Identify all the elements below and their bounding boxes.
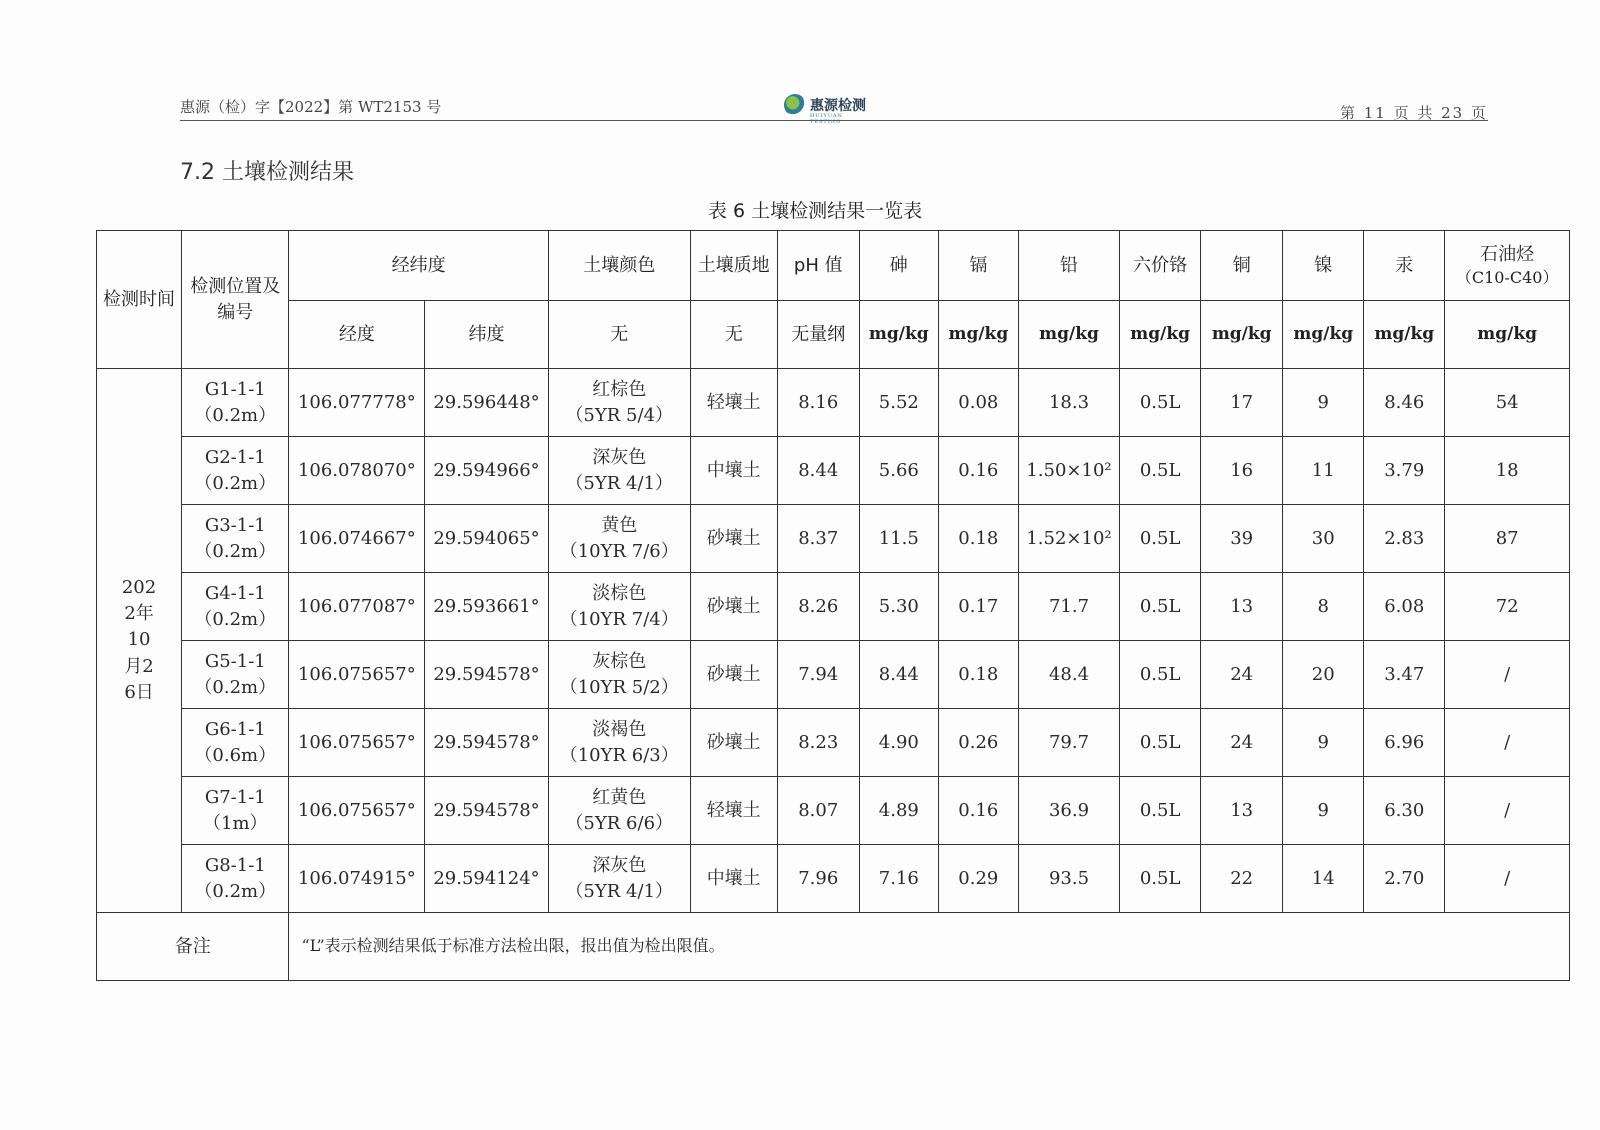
table-row	[97, 505, 1570, 573]
cell-texture: 轻壤土	[690, 369, 777, 437]
sample-location	[182, 505, 289, 573]
header-time: 检测时间	[97, 231, 182, 369]
cell-ni: 11	[1283, 437, 1364, 505]
unit-soil-texture: 无	[690, 301, 777, 369]
note-row	[97, 913, 1570, 981]
header-soil-color: 土壤颜色	[548, 231, 690, 301]
cell-texture: 轻壤土	[690, 777, 777, 845]
soil-color-name: 淡棕色	[592, 583, 647, 605]
cell-ph: 8.07	[777, 777, 859, 845]
cell-cd: 0.29	[938, 845, 1018, 913]
sample-location	[182, 777, 289, 845]
table-row	[97, 641, 1570, 709]
sample-id: G8-1-1	[204, 855, 266, 877]
cell-ni: 20	[1283, 641, 1364, 709]
cell-cu: 39	[1201, 505, 1283, 573]
cell-ph: 7.96	[777, 845, 859, 913]
header-mercury: 汞	[1364, 231, 1445, 301]
sample-location	[182, 709, 289, 777]
sample-location	[182, 845, 289, 913]
cell-cd: 0.16	[938, 777, 1018, 845]
sample-location	[182, 641, 289, 709]
cell-cr6: 0.5L	[1120, 573, 1201, 641]
soil-results-table	[96, 230, 1570, 981]
cell-lng: 106.075657°	[289, 641, 425, 709]
cell-ph: 8.16	[777, 369, 859, 437]
soil-color-code: （10YR 7/6）	[559, 540, 679, 562]
cell-lat: 29.593661°	[425, 573, 549, 641]
cell-as: 11.5	[859, 505, 938, 573]
cell-cd: 0.18	[938, 505, 1018, 573]
cell-as: 4.89	[859, 777, 938, 845]
cell-hg: 6.30	[1364, 777, 1445, 845]
header-coords: 经纬度	[289, 231, 548, 301]
table-row	[97, 369, 1570, 437]
cell-hg: 6.96	[1364, 709, 1445, 777]
sample-depth: （0.6m）	[194, 744, 277, 766]
page-number: 第 11 页 共 23 页	[1339, 104, 1488, 122]
cell-lat: 29.594578°	[425, 709, 549, 777]
cell-cr6: 0.5L	[1120, 369, 1201, 437]
soil-color-name: 深灰色	[592, 855, 647, 877]
cell-as: 7.16	[859, 845, 938, 913]
cell-cr6: 0.5L	[1120, 505, 1201, 573]
cell-hg: 3.47	[1364, 641, 1445, 709]
cell-cu: 24	[1201, 641, 1283, 709]
table-row	[97, 437, 1570, 505]
note-label: 备注	[97, 913, 289, 981]
cell-pb: 1.50×10²	[1018, 437, 1119, 505]
soil-color-code: （10YR 6/3）	[559, 744, 679, 766]
cell-pb: 18.3	[1018, 369, 1119, 437]
page-header	[180, 94, 1488, 125]
section-title: 7.2 土壤检测结果	[180, 160, 354, 185]
cell-lng: 106.075657°	[289, 709, 425, 777]
cell-cd: 0.16	[938, 437, 1018, 505]
cell-cd: 0.08	[938, 369, 1018, 437]
header-cadmium: 镉	[938, 231, 1018, 301]
unit-copper: mg/kg	[1201, 301, 1283, 369]
cell-lat: 29.594065°	[425, 505, 549, 573]
cell-lat: 29.594966°	[425, 437, 549, 505]
logo-text: 惠源检测	[810, 98, 866, 114]
cell-pb: 79.7	[1018, 709, 1119, 777]
unit-lead: mg/kg	[1018, 301, 1119, 369]
header-lead: 铅	[1018, 231, 1119, 301]
header-row-1	[97, 231, 1570, 301]
table-row	[97, 777, 1570, 845]
cell-tph: /	[1445, 777, 1570, 845]
logo-subtext: HUIYUAN TESTING	[810, 113, 843, 125]
table-row	[97, 709, 1570, 777]
cell-lat: 29.596448°	[425, 369, 549, 437]
cell-soil-color	[548, 573, 690, 641]
cell-cu: 13	[1201, 573, 1283, 641]
cell-cu: 16	[1201, 437, 1283, 505]
cell-tph: 18	[1445, 437, 1570, 505]
soil-color-code: （5YR 6/6）	[565, 812, 674, 834]
cell-ph: 8.23	[777, 709, 859, 777]
soil-color-code: （5YR 4/1）	[565, 880, 674, 902]
cell-cu: 24	[1201, 709, 1283, 777]
cell-pb: 1.52×10²	[1018, 505, 1119, 573]
cell-lng: 106.077087°	[289, 573, 425, 641]
cell-pb: 36.9	[1018, 777, 1119, 845]
sample-id: G5-1-1	[204, 651, 266, 673]
unit-ph: 无量纲	[777, 301, 859, 369]
cell-ni: 9	[1283, 777, 1364, 845]
cell-as: 8.44	[859, 641, 938, 709]
cell-soil-color	[548, 369, 690, 437]
cell-cr6: 0.5L	[1120, 709, 1201, 777]
sample-depth: （0.2m）	[194, 608, 277, 630]
cell-pb: 71.7	[1018, 573, 1119, 641]
cell-pb: 48.4	[1018, 641, 1119, 709]
cell-lat: 29.594578°	[425, 641, 549, 709]
header-lng: 经度	[289, 301, 425, 369]
cell-ph: 8.37	[777, 505, 859, 573]
soil-color-code: （10YR 7/4）	[559, 608, 679, 630]
cell-cu: 17	[1201, 369, 1283, 437]
cell-texture: 砂壤土	[690, 709, 777, 777]
cell-cu: 13	[1201, 777, 1283, 845]
cell-as: 5.30	[859, 573, 938, 641]
sample-id: G3-1-1	[204, 515, 266, 537]
cell-ph: 8.26	[777, 573, 859, 641]
table-row	[97, 573, 1570, 641]
header-tph-name: 石油烃	[1480, 243, 1535, 265]
unit-chromium6: mg/kg	[1120, 301, 1201, 369]
soil-color-name: 深灰色	[592, 447, 647, 469]
cell-tph: /	[1445, 709, 1570, 777]
cell-texture: 砂壤土	[690, 573, 777, 641]
cell-tph: 54	[1445, 369, 1570, 437]
cell-ni: 9	[1283, 369, 1364, 437]
logo-icon	[784, 94, 806, 116]
cell-soil-color	[548, 437, 690, 505]
soil-color-code: （10YR 5/2）	[559, 676, 679, 698]
cell-hg: 2.83	[1364, 505, 1445, 573]
header-lat: 纬度	[425, 301, 549, 369]
cell-cd: 0.18	[938, 641, 1018, 709]
soil-color-name: 红黄色	[592, 787, 647, 809]
cell-ph: 8.44	[777, 437, 859, 505]
sample-depth: （1m）	[203, 812, 268, 834]
header-chromium6: 六价铬	[1120, 231, 1201, 301]
report-number: 惠源（检）字【2022】第 WT2153 号	[180, 98, 442, 116]
sample-id: G7-1-1	[204, 787, 266, 809]
unit-arsenic: mg/kg	[859, 301, 938, 369]
cell-cr6: 0.5L	[1120, 845, 1201, 913]
unit-soil-color: 无	[548, 301, 690, 369]
header-location: 检测位置及编号	[182, 231, 289, 369]
cell-pb: 93.5	[1018, 845, 1119, 913]
cell-hg: 3.79	[1364, 437, 1445, 505]
sample-depth: （0.2m）	[194, 676, 277, 698]
cell-tph: /	[1445, 845, 1570, 913]
header-row-2	[97, 301, 1570, 369]
sample-depth: （0.2m）	[194, 472, 277, 494]
cell-ph: 7.94	[777, 641, 859, 709]
cell-texture: 中壤土	[690, 845, 777, 913]
table-caption: 表 6 土壤检测结果一览表	[707, 200, 923, 222]
cell-soil-color	[548, 777, 690, 845]
cell-hg: 2.70	[1364, 845, 1445, 913]
soil-color-name: 黄色	[601, 515, 638, 537]
header-copper: 铜	[1201, 231, 1283, 301]
cell-as: 5.66	[859, 437, 938, 505]
cell-hg: 6.08	[1364, 573, 1445, 641]
sample-id: G6-1-1	[204, 719, 266, 741]
cell-texture: 砂壤土	[690, 641, 777, 709]
cell-hg: 8.46	[1364, 369, 1445, 437]
cell-lat: 29.594124°	[425, 845, 549, 913]
sample-id: G4-1-1	[204, 583, 266, 605]
soil-color-name: 红棕色	[592, 379, 647, 401]
cell-ni: 30	[1283, 505, 1364, 573]
note-text: “L”表示检测结果低于标准方法检出限，报出值为检出限值。	[289, 913, 1570, 981]
cell-texture: 砂壤土	[690, 505, 777, 573]
cell-cd: 0.17	[938, 573, 1018, 641]
header-tph-range: （C10-C40）	[1455, 267, 1559, 287]
header-arsenic: 砷	[859, 231, 938, 301]
soil-color-name: 淡褐色	[592, 719, 647, 741]
cell-ni: 14	[1283, 845, 1364, 913]
cell-soil-color	[548, 709, 690, 777]
sample-location	[182, 573, 289, 641]
header-tph	[1445, 231, 1570, 301]
header-nickel: 镍	[1283, 231, 1364, 301]
sample-depth: （0.2m）	[194, 880, 277, 902]
cell-cr6: 0.5L	[1120, 777, 1201, 845]
cell-tph: 87	[1445, 505, 1570, 573]
cell-lng: 106.077778°	[289, 369, 425, 437]
sample-depth: （0.2m）	[194, 540, 277, 562]
cell-as: 4.90	[859, 709, 938, 777]
soil-color-code: （5YR 5/4）	[565, 404, 674, 426]
cell-soil-color	[548, 505, 690, 573]
unit-nickel: mg/kg	[1283, 301, 1364, 369]
sample-depth: （0.2m）	[194, 404, 277, 426]
unit-mercury: mg/kg	[1364, 301, 1445, 369]
table-body	[97, 369, 1570, 913]
cell-tph: /	[1445, 641, 1570, 709]
sample-id: G1-1-1	[204, 379, 266, 401]
sample-location	[182, 437, 289, 505]
cell-cr6: 0.5L	[1120, 641, 1201, 709]
sampling-date: 2022年10月26日	[97, 369, 182, 913]
unit-cadmium: mg/kg	[938, 301, 1018, 369]
cell-texture: 中壤土	[690, 437, 777, 505]
soil-color-code: （5YR 4/1）	[565, 472, 674, 494]
cell-cd: 0.26	[938, 709, 1018, 777]
cell-cu: 22	[1201, 845, 1283, 913]
cell-soil-color	[548, 641, 690, 709]
unit-tph: mg/kg	[1445, 301, 1570, 369]
company-logo	[784, 94, 866, 125]
sample-location	[182, 369, 289, 437]
cell-ni: 8	[1283, 573, 1364, 641]
header-ph: pH 值	[777, 231, 859, 301]
cell-ni: 9	[1283, 709, 1364, 777]
cell-lng: 106.075657°	[289, 777, 425, 845]
cell-tph: 72	[1445, 573, 1570, 641]
soil-color-name: 灰棕色	[592, 651, 647, 673]
table-row	[97, 845, 1570, 913]
cell-soil-color	[548, 845, 690, 913]
cell-lng: 106.074915°	[289, 845, 425, 913]
cell-as: 5.52	[859, 369, 938, 437]
cell-cr6: 0.5L	[1120, 437, 1201, 505]
header-soil-texture: 土壤质地	[690, 231, 777, 301]
cell-lat: 29.594578°	[425, 777, 549, 845]
cell-lng: 106.074667°	[289, 505, 425, 573]
sample-id: G2-1-1	[204, 447, 266, 469]
cell-lng: 106.078070°	[289, 437, 425, 505]
